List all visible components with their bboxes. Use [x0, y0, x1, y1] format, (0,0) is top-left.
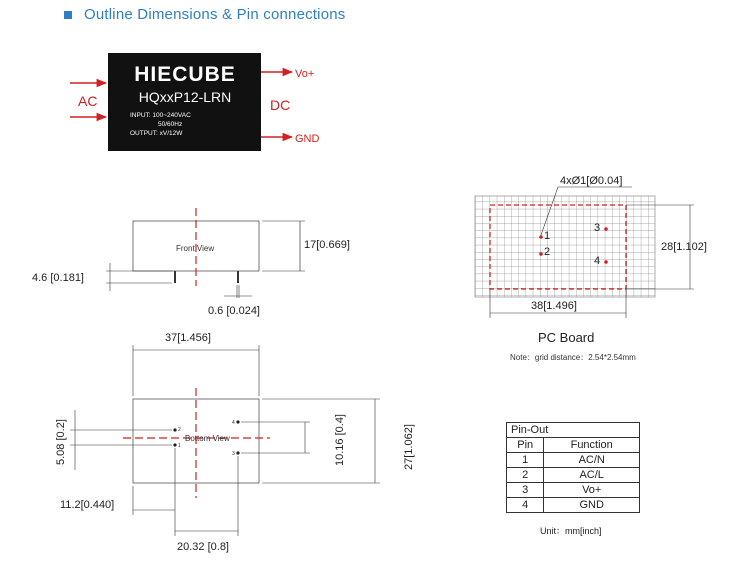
bottom-pin-2-label: 2 — [178, 427, 181, 433]
pinout-header-function: Function — [544, 438, 640, 453]
ac-label: AC — [78, 93, 98, 109]
pinout-caption: Pin-Out — [507, 423, 640, 438]
bottom-offset-dim: 11.2[0.440] — [60, 499, 115, 511]
module-brand: HIECUBE — [134, 63, 236, 86]
bottom-pin-4-label: 4 — [232, 420, 235, 426]
pcb-pin-1-label: 1 — [544, 230, 551, 242]
pcb-width-dim: 38[1.496] — [531, 300, 577, 312]
bottom-view-label: Bottom View — [185, 434, 230, 443]
module-model: HQxxP12-LRN — [138, 89, 232, 105]
bottom-left-dim: 5.08 [0.2] — [55, 419, 67, 465]
table-row — [507, 483, 640, 498]
front-view — [106, 208, 305, 298]
front-pin-dia-dim: 0.6 [0.024] — [208, 305, 260, 317]
pinout-table — [506, 422, 640, 513]
module-block — [108, 53, 261, 151]
vo-label: Vo+ — [295, 68, 315, 80]
front-pin-length-dim: 4.6 [0.181] — [32, 272, 84, 284]
dc-label: DC — [270, 97, 291, 113]
module-output-line: OUTPUT: xV/12W — [130, 130, 183, 137]
module-freq-line: 50/60Hz — [158, 121, 183, 128]
pinout-header-pin: Pin — [507, 438, 544, 453]
pinout-function: AC/L — [544, 468, 640, 483]
pcb-pin-2-label: 2 — [544, 246, 551, 258]
bottom-height-dim: 27[1.062] — [403, 424, 415, 470]
pinout-pin: 1 — [507, 453, 544, 468]
bottom-pin-spacing-dim: 10.16 [0.4] — [334, 414, 346, 466]
bottom-pin-1-label: 1 — [178, 443, 181, 449]
pcb-pin-4-label: 4 — [594, 255, 601, 267]
table-row — [507, 498, 640, 513]
bottom-pin-3-label: 3 — [232, 451, 235, 457]
gnd-label: GND — [295, 133, 320, 145]
pcb-title: PC Board — [538, 330, 595, 345]
pinout-pin: 2 — [507, 468, 544, 483]
pinout-function: GND — [544, 498, 640, 513]
module-input-line: INPUT: 100~240VAC — [130, 112, 191, 119]
pcb-height-dim: 28[1.102] — [661, 241, 707, 253]
pinout-function: Vo+ — [544, 483, 640, 498]
bottom-width-dim: 37[1.456] — [165, 332, 211, 344]
pinout-function: AC/N — [544, 453, 640, 468]
table-row — [507, 468, 640, 483]
pinout-pin: 4 — [507, 498, 544, 513]
section-title: Outline Dimensions & Pin connections — [84, 6, 346, 23]
bottom-pitch-dim: 20.32 [0.8] — [177, 541, 229, 553]
pinout-unit: Unit：mm[inch] — [540, 526, 602, 536]
front-height-dim: 17[0.669] — [304, 239, 350, 251]
pcb-hole-dim: 4xØ1[Ø0.04] — [560, 175, 623, 187]
table-row — [507, 453, 640, 468]
pcb-pin-3-label: 3 — [594, 222, 601, 234]
pinout-pin: 3 — [507, 483, 544, 498]
pcb-note: Note：grid distance：2.54*2.54mm — [510, 353, 636, 362]
front-view-label: Front View — [176, 244, 215, 253]
